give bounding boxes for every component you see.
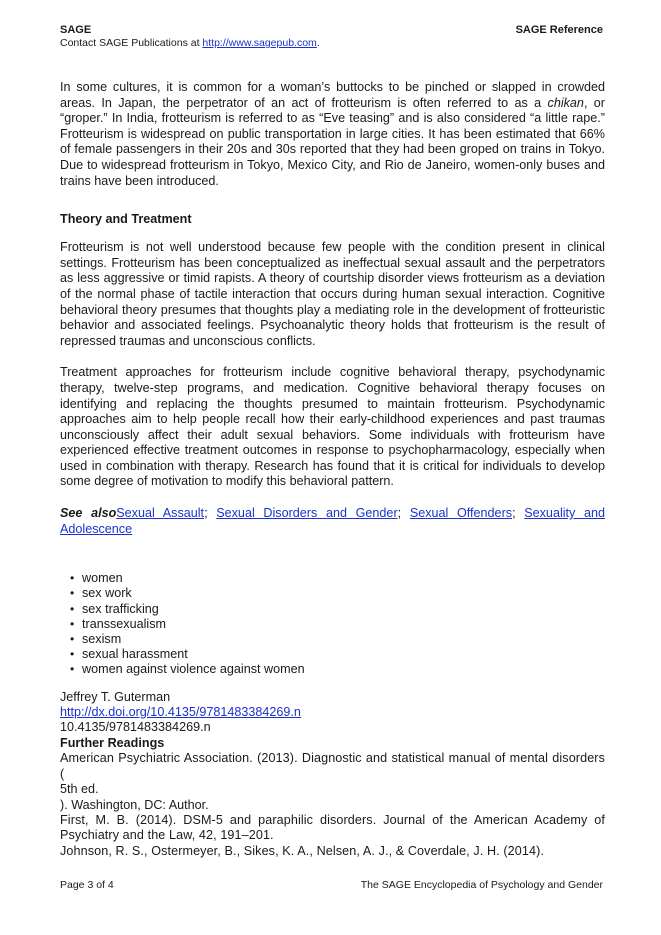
paragraph-2: Frotteurism is not well understood because few people with the condition present in clinical settings. Frotteurism has been conceptualized as ineffectual sexual assault and the perpetrators as less aggressive or timid rapists. A theory of courtship disorder views frotteurism as a deviation of the normal phase of tactile interaction that occurs during human sexual interaction. Cognitive behavioral theory presumes that thoughts play a mediating role in the development of frotteuristic behavior and associated feelings. Psychoanalytic theory holds that frotteurism is the result of repressed traumas and unconscious conflicts. — [60, 240, 605, 348]
paragraph-1: In some cultures, it is common for a woman’s buttocks to be pinched or slapped in crowded areas. In Japan, the perpetrator of an act of frotteurism is often referred to as a chikan, or “groper.” In India, frotteurism is referred to as “Eve teasing” and is also considered “a little rape.” Frotteurism is widespread on public transportation in large cities. It has been estimated that 66% of female passengers in their 20s and 30s reported that they had been groped on trains in Tokyo. Due to widespread frotteurism in Tokyo, Mexico City, and Rio de Janeiro, women-only buses and trains have been introduced. — [60, 80, 605, 188]
reference-line: First, M. B. (2014). DSM-5 and paraphilic disorders. Journal of the American Academy of Psychiatry and the Law, 42, 191–201. — [60, 812, 605, 843]
keyword-list — [60, 571, 605, 677]
list-item: • transsexualism — [82, 617, 605, 632]
footer-title: The SAGE Encyclopedia of Psychology and Gender — [360, 879, 603, 891]
doi-link-line — [60, 705, 605, 720]
sagepub-link[interactable]: http://www.sagepub.com — [202, 37, 317, 49]
doi-link[interactable]: http://dx.doi.org/10.4135/9781483384269.n — [60, 705, 301, 720]
author-block — [60, 690, 605, 736]
publisher-name: SAGE — [60, 24, 92, 36]
list-item: • women against violence against women — [82, 662, 605, 677]
reference-line: ). Washington, DC: Author. — [60, 797, 209, 812]
reference-line: Johnson, R. S., Ostermeyer, B., Sikes, K. A., Nelsen, A. J., & Coverdale, J. H. (2014). — [60, 843, 544, 858]
article-body — [60, 80, 605, 859]
list-item: • sex trafficking — [82, 602, 605, 617]
page-header-right: SAGE Reference — [515, 24, 603, 36]
further-readings-heading: Further Readings — [60, 735, 165, 750]
doi-text: 10.4135/9781483384269.n — [60, 720, 211, 735]
list-item: • sexual harassment — [82, 647, 605, 662]
see-also-label: See also — [60, 506, 117, 521]
see-also: See alsoSexual Assault; Sexual Disorders and Gender; Sexual Offenders; Sexuality and Adolescence — [60, 506, 606, 536]
list-item: • women — [82, 571, 605, 586]
section-heading: Theory and Treatment — [60, 212, 192, 227]
author-name: Jeffrey T. Guterman — [60, 689, 171, 704]
reference-line: 5th ed. — [60, 782, 99, 797]
list-item: • sex work — [82, 586, 605, 601]
see-also-link-sexuality-adolescence[interactable]: Sexuality and Adolescence — [60, 506, 606, 536]
list-item: • sexism — [82, 632, 605, 647]
see-also-link-sexual-assault[interactable]: Sexual Assault — [116, 506, 205, 521]
further-readings — [60, 736, 605, 859]
reference-line: American Psychiatric Association. (2013). Diagnostic and statistical manual of mental disorders ( — [60, 751, 605, 781]
page-header-left — [60, 24, 320, 50]
paragraph-3: Treatment approaches for frotteurism include cognitive behavioral therapy, psychodynamic therapy, twelve-step programs, and medication. Cognitive behavioral therapy focuses on identifying and replacing the thoughts presumed to maintain frotteurism. Psychodynamic approaches aim to help people recall how their early-childhood experiences and past traumas unconsciously affect their adult sexual behaviors. Some individuals with frotteurism have experienced effective treatment outcomes in response to psychopharmacology, especially when used in combination with therapy. Research has found that it is critical for individuals to develop some degree of motivation to modify this behavioral pattern. — [60, 365, 605, 489]
see-also-link-sexual-disorders[interactable]: Sexual Disorders and Gender — [216, 506, 398, 521]
page-number: Page 3 of 4 — [60, 879, 114, 891]
see-also-link-sexual-offenders[interactable]: Sexual Offenders — [409, 506, 513, 521]
contact-line: Contact SAGE Publications at http://www.sagepub.com. — [60, 37, 320, 49]
